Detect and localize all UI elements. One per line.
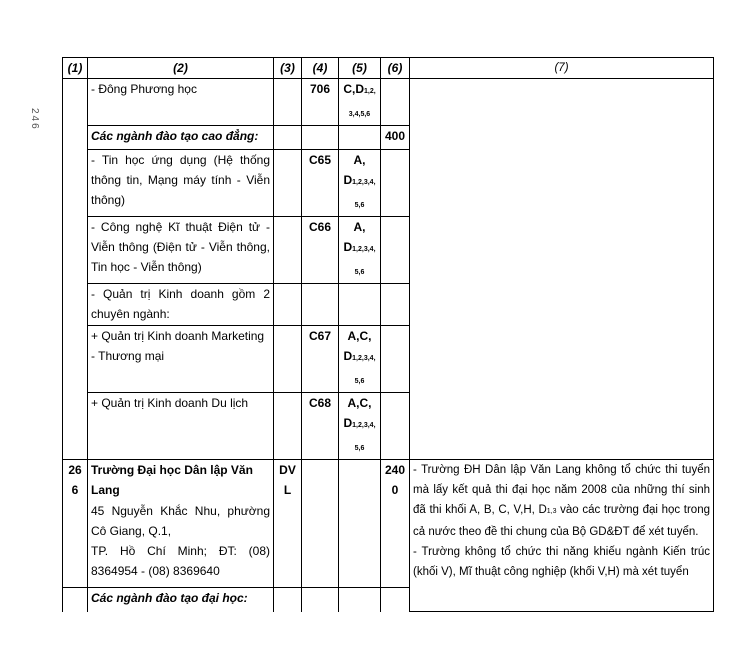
school-type: DV L — [274, 460, 302, 588]
school-number: 26 6 — [63, 460, 88, 588]
note-2: - Trường không tổ chức thi năng khiếu ngành Kiến trúc (khối V), Mĩ thuật công nghiệp (khối V,H) mà xét tuyển — [413, 546, 710, 578]
group-label: Các ngành đào tạo đại học: — [88, 588, 274, 612]
code-cell — [302, 284, 339, 326]
quota-cell — [381, 326, 410, 393]
header-col-4: (4) — [302, 58, 339, 79]
group-label: Các ngành đào tạo cao đẳng: — [88, 126, 274, 150]
col1-cell — [63, 126, 88, 150]
col1-cell — [63, 150, 88, 217]
col1-cell — [63, 217, 88, 284]
quota-cell — [381, 588, 410, 612]
col1-cell — [63, 588, 88, 612]
admissions-table — [62, 57, 714, 612]
type-cell — [274, 217, 302, 284]
page-number: 246 — [29, 108, 40, 131]
code-cell — [302, 126, 339, 150]
quota-cell — [381, 217, 410, 284]
exam-blocks: C,D1,2, 3,4,5,6 — [339, 79, 381, 126]
header-col-1: (1) — [63, 58, 88, 79]
school-name: Trường Đại học Dân lập Văn Lang — [91, 463, 253, 497]
type-cell — [274, 79, 302, 126]
notes-cell — [410, 79, 714, 460]
quota-cell — [381, 284, 410, 326]
school-notes — [410, 460, 714, 612]
school-address: 45 Nguyễn Khắc Nhu, phường Cô Giang, Q.1, — [91, 504, 270, 538]
note-1: - Trường ĐH Dân lập Văn Lang không tổ chức thi tuyển mà lấy kết quả thi đại học năm 2008 của những thí sinh đã thi khối A, B, C, V,H, D1,3 vào các trường đại học trong cả nước theo đề thi chung của Bộ GD&ĐT để xét tuyển. — [413, 464, 710, 538]
block-cell — [339, 460, 381, 588]
major-name: - Tin học ứng dụng (Hệ thống thông tin, Mạng máy tính - Viễn thông) — [88, 150, 274, 217]
header-row — [63, 58, 714, 79]
table-row — [63, 460, 714, 588]
major-code: C65 — [302, 150, 339, 217]
major-code: C66 — [302, 217, 339, 284]
table-row — [63, 79, 714, 126]
block-cell — [339, 126, 381, 150]
col1-cell — [63, 284, 88, 326]
col1-cell — [63, 393, 88, 460]
exam-blocks: A,C, D1,2,3,4, 5,6 — [339, 326, 381, 393]
school-cell — [88, 460, 274, 588]
type-cell — [274, 588, 302, 612]
major-name: + Quản trị Kinh doanh Marketing - Thương mại — [88, 326, 274, 393]
type-cell — [274, 150, 302, 217]
major-name: - Đông Phương học — [88, 79, 274, 126]
quota-cell — [381, 393, 410, 460]
col1-cell — [63, 326, 88, 393]
quota-cell — [381, 150, 410, 217]
block-cell — [339, 284, 381, 326]
header-col-3: (3) — [274, 58, 302, 79]
school-quota: 240 0 — [381, 460, 410, 588]
col1-cell — [63, 79, 88, 126]
header-col-5: (5) — [339, 58, 381, 79]
school-phone: TP. Hồ Chí Minh; ĐT: (08) 8364954 - (08) 8369640 — [91, 544, 270, 578]
block-cell — [339, 588, 381, 612]
major-name: - Công nghệ Kĩ thuật Điện tử - Viễn thông (Điện tử - Viễn thông, Tin học - Viễn thông) — [88, 217, 274, 284]
type-cell — [274, 284, 302, 326]
major-code: C68 — [302, 393, 339, 460]
header-col-7: (7) — [410, 58, 714, 79]
group-quota: 400 — [381, 126, 410, 150]
major-name: + Quản trị Kinh doanh Du lịch — [88, 393, 274, 460]
type-cell — [274, 326, 302, 393]
quota-cell — [381, 79, 410, 126]
major-code: 706 — [302, 79, 339, 126]
header-col-2: (2) — [88, 58, 274, 79]
code-cell — [302, 460, 339, 588]
type-cell — [274, 393, 302, 460]
type-cell — [274, 126, 302, 150]
major-name: - Quản trị Kinh doanh gồm 2 chuyên ngành: — [88, 284, 274, 326]
exam-blocks: A,C, D1,2,3,4, 5,6 — [339, 393, 381, 460]
exam-blocks: A, D1,2,3,4, 5,6 — [339, 150, 381, 217]
code-cell — [302, 588, 339, 612]
header-col-6: (6) — [381, 58, 410, 79]
exam-blocks: A, D1,2,3,4, 5,6 — [339, 217, 381, 284]
major-code: C67 — [302, 326, 339, 393]
